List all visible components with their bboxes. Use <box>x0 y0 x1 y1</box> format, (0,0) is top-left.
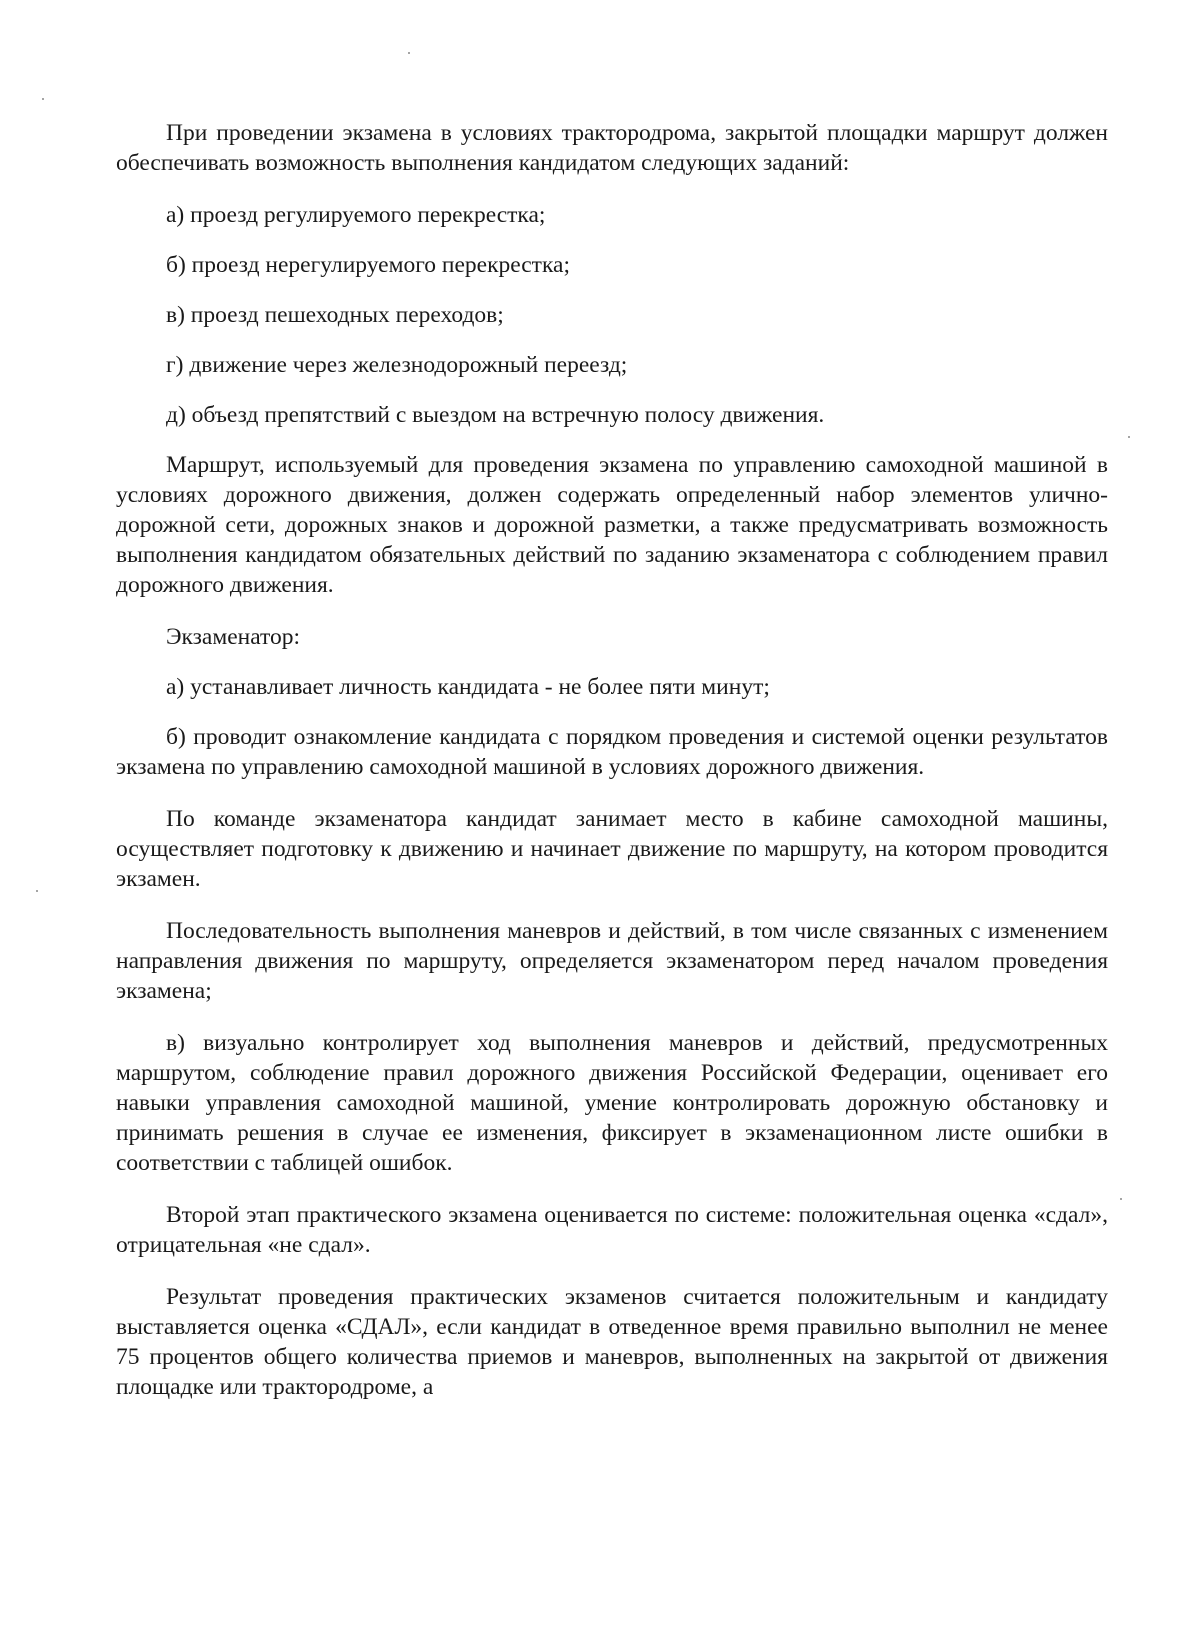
paragraph-route: Маршрут, используемый для проведения экзамена по управлению самоходной машиной в условиях дорожного движения, должен содержать определенный набор элементов улично-дорожной сети, дорожных знаков и дорожной разметки, а также предусматривать возможность выполнения кандидатом обязательных действий по заданию экзаменатора с соблюдением правил дорожного движения. <box>116 452 1108 598</box>
paragraph-intro: При проведении экзамена в условиях трактородрома, закрытой площадки маршрут должен обеспечивать возможность выполнения кандидатом следующих заданий: <box>116 120 1108 176</box>
examiner-item-a: а) устанавливает личность кандидата - не более пяти минут; <box>166 674 770 700</box>
list-item-d: г) движение через железнодорожный переезд; <box>166 352 628 378</box>
list-item-a: а) проезд регулируемого перекрестка; <box>166 202 546 228</box>
document-body <box>116 118 1108 1402</box>
scan-speck <box>42 98 44 100</box>
list-item-c: в) проезд пешеходных переходов; <box>166 302 504 328</box>
paragraph-examiner-heading: Экзаменатор: <box>166 624 301 650</box>
list-item-b: б) проезд нерегулируемого перекрестка; <box>166 252 570 278</box>
paragraph-second-stage: Второй этап практического экзамена оценивается по системе: положительная оценка «сдал», отрицательная «не сдал». <box>116 1202 1108 1258</box>
examiner-item-b: б) проводит ознакомление кандидата с порядком проведения и системой оценки результатов экзамена по управлению самоходной машиной в условиях дорожного движения. <box>116 724 1108 780</box>
list-item-e: д) объезд препятствий с выездом на встречную полосу движения. <box>166 402 825 428</box>
paragraph-result: Результат проведения практических экзаменов считается положительным и кандидату выставляется оценка «СДАЛ», если кандидат в отведенное время правильно выполнил не менее 75 процентов общего количества приемов и маневров, выполненных на закрытой от движения площадке или трактородроме, а <box>116 1284 1108 1400</box>
scan-speck <box>36 890 38 892</box>
scan-speck <box>1128 436 1130 438</box>
paragraph-command: По команде экзаменатора кандидат занимает место в кабине самоходной машины, осуществляет подготовку к движению и начинает движение по маршруту, на котором проводится экзамен. <box>116 806 1108 892</box>
paragraph-sequence: Последовательность выполнения маневров и действий, в том числе связанных с изменением направления движения по маршруту, определяется экзаменатором перед началом проведения экзамена; <box>116 918 1108 1004</box>
scan-speck <box>1120 1198 1122 1200</box>
scan-speck <box>408 52 410 54</box>
examiner-item-c: в) визуально контролирует ход выполнения маневров и действий, предусмотренных маршрутом, соблюдение правил дорожного движения Российской Федерации, оценивает его навыки управления самоходной машиной, умение контролировать дорожную обстановку и принимать решения в случае ее изменения, фиксирует в экзаменационном листе ошибки в соответствии с таблицей ошибок. <box>116 1030 1108 1176</box>
